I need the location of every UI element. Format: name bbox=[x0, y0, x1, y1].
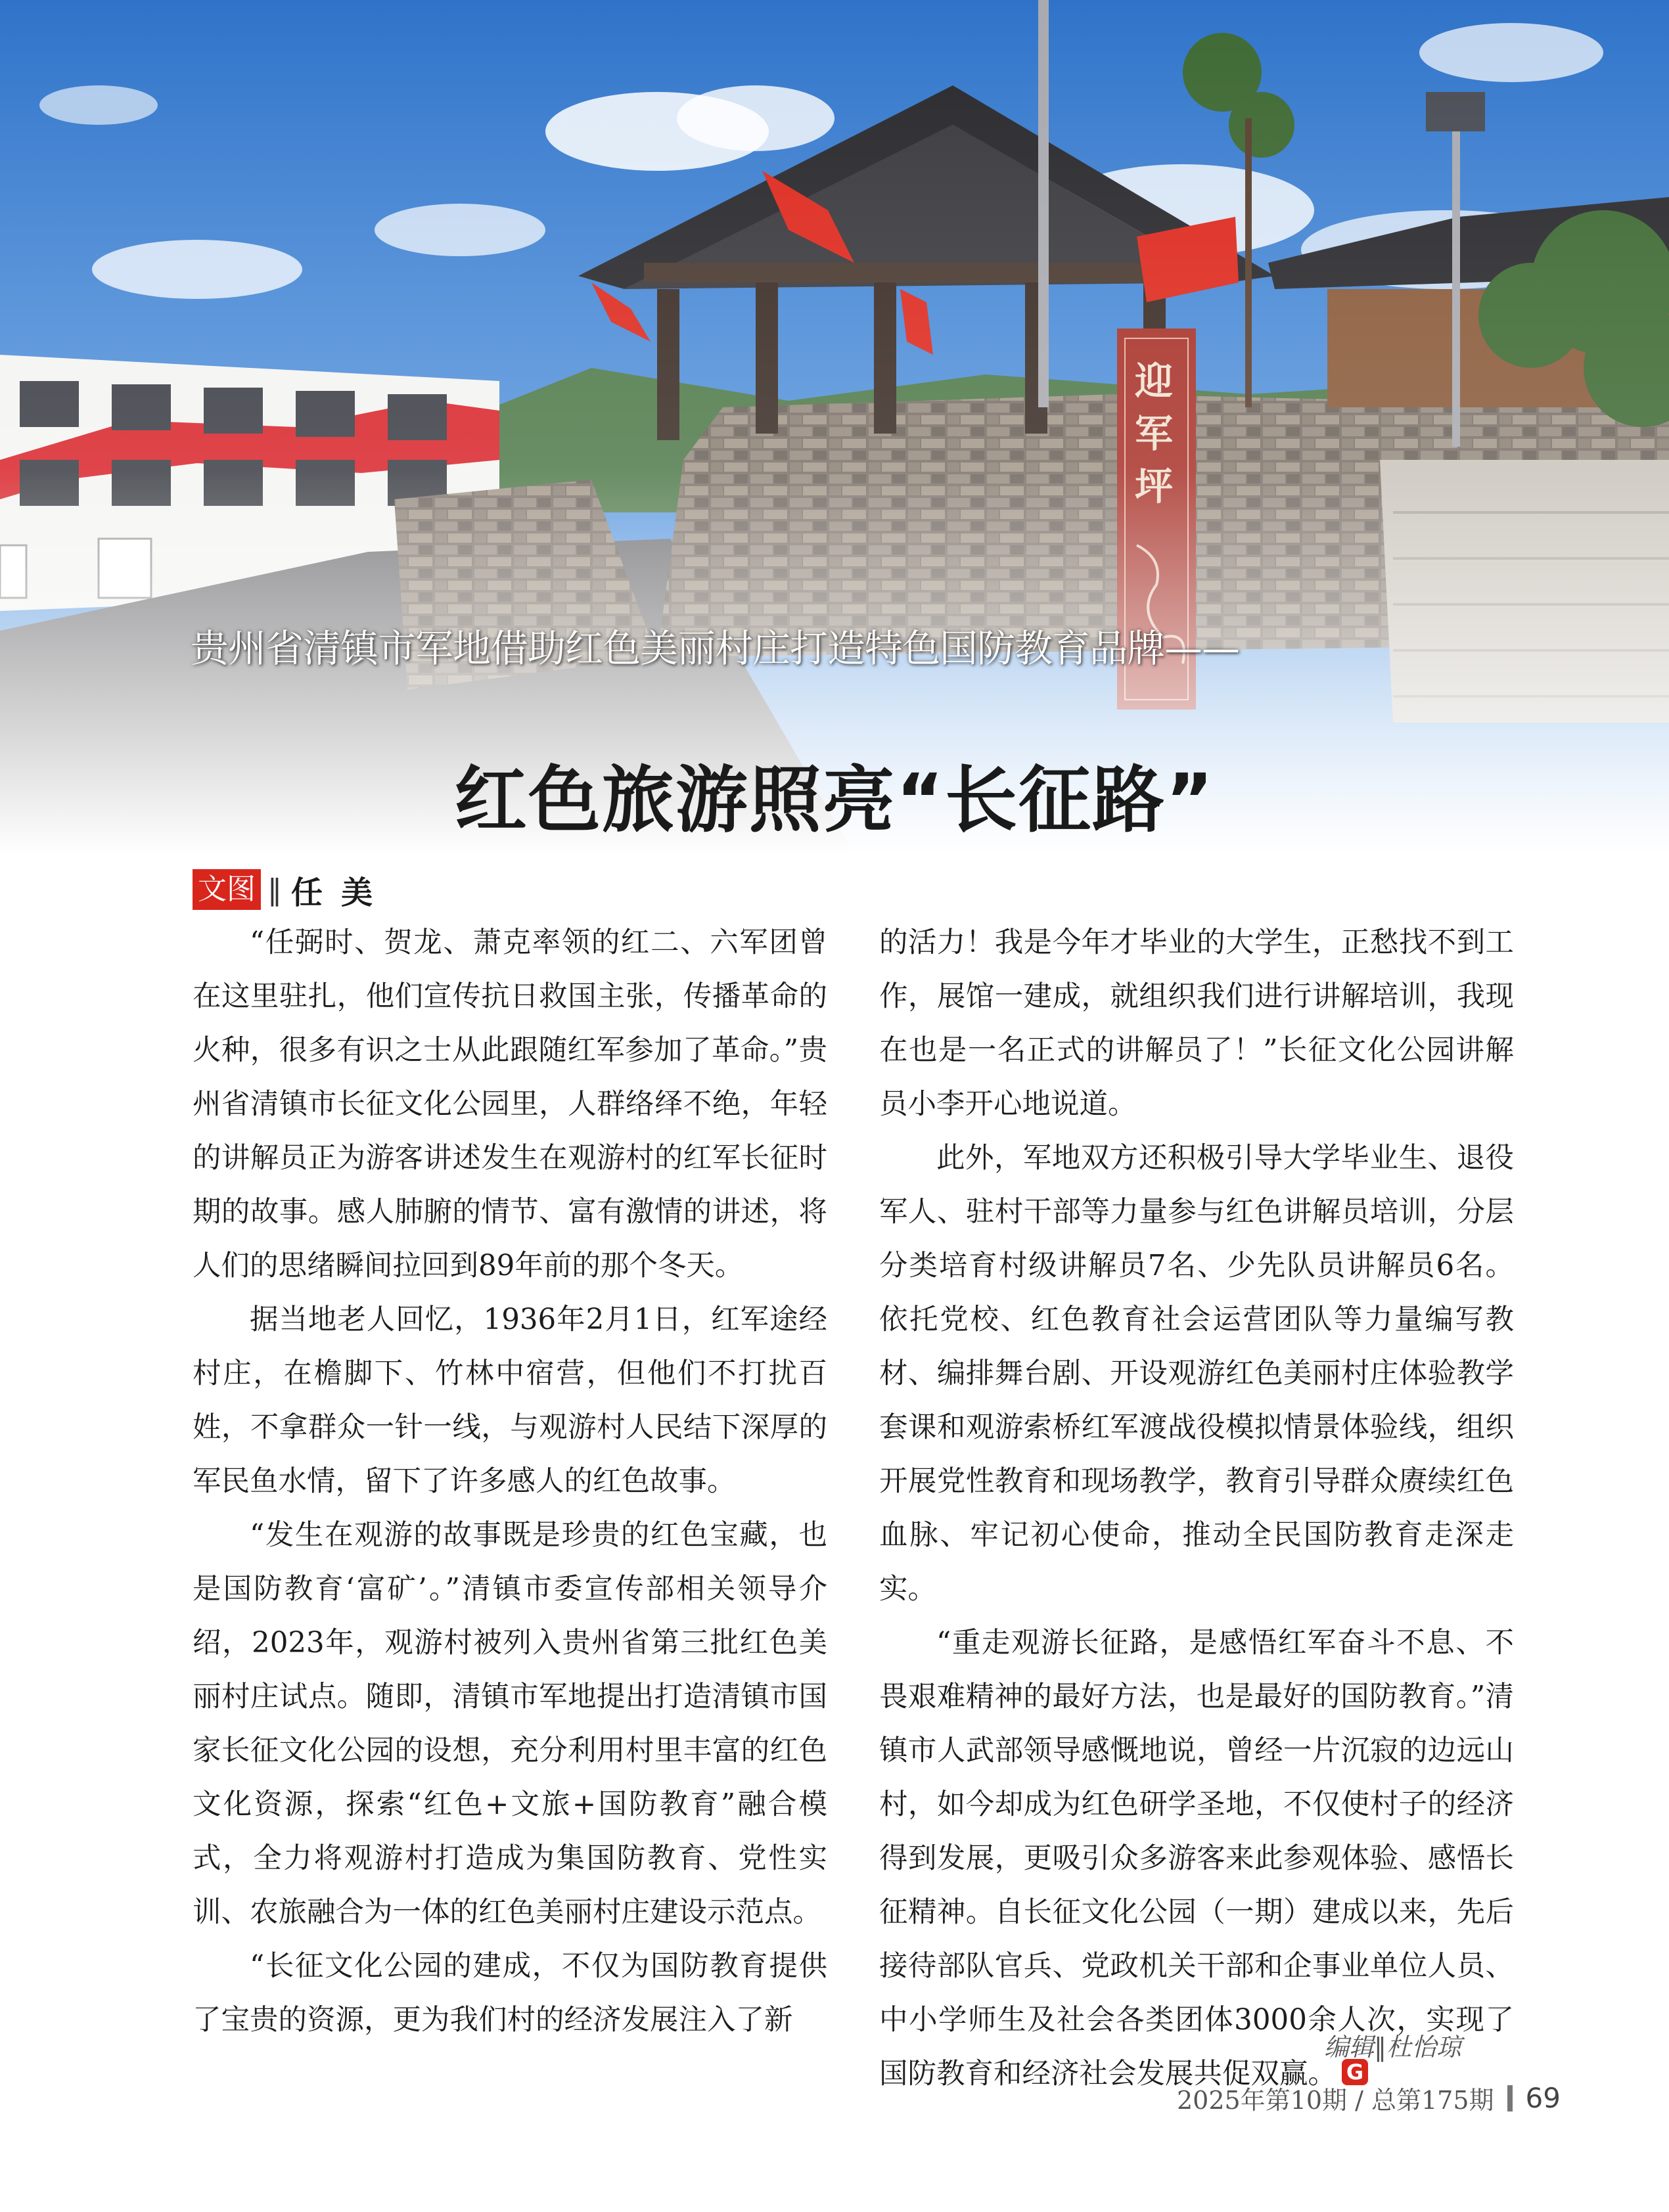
article-column-left bbox=[193, 916, 827, 2047]
article-subtitle: 贵州省清镇市军地借助红色美丽村庄打造特色国防教育品牌—— bbox=[191, 626, 1240, 671]
paragraph: “任弼时、贺龙、萧克率领的红二、六军团曾在这里驻扎，他们宣传抗日救国主张，传播革命的火种，很多有识之士从此跟随红军参加了革命。”贵州省清镇市长征文化公园里，人群络绎不绝，年轻的讲解员正为游客讲述发生在观游村的红军长征时期的故事。感人肺腑的情节、富有激情的讲述，将人们的思绪瞬间拉回到89年前的那个冬天。 bbox=[193, 926, 827, 1282]
editor-credit: 编辑‖杜怡琼 bbox=[1324, 2033, 1462, 2062]
paragraph: 此外，军地双方还积极引导大学毕业生、退役军人、驻村干部等力量参与红色讲解员培训，分层分类培育村级讲解员7名、少先队员讲解员6名。依托党校、红色教育社会运营团队等力量编写教材、编排舞台剧、开设观游红色美丽村庄体验教学套课和观游索桥红军渡战役模拟情景体验线，组织开展党性教育和现场教学，教育引导群众赓续红色血脉、牢记初心使命，推动全民国防教育走深走实。 bbox=[879, 1142, 1514, 1606]
hero-photo bbox=[0, 0, 1669, 854]
article-column-right bbox=[879, 916, 1514, 2101]
author-name: 任美 bbox=[291, 874, 392, 911]
paragraph: 的活力！我是今年才毕业的大学生，正愁找不到工作，展馆一建成，就组织我们进行讲解培训，我现在也是一名正式的讲解员了！”长征文化公园讲解员小李开心地说道。 bbox=[879, 926, 1514, 1121]
paragraph-last-text: “重走观游长征路，是感悟红军奋斗不息、不畏艰难精神的最好方法，也是最好的国防教育。”清镇市人武部领导感慨地说，曾经一片沉寂的边远山村，如今却成为红色研学圣地，不仅使村子的经济得到发展，更吸引众多游客来此参观体验、感悟长征精神。自长征文化公园（一期）建成以来，先后接待部队官兵、党政机关干部和企事业单位人员、中小学师生及社会各类团体3000余人次，实现了国防教育和经济社会发展共促双赢。 bbox=[879, 1627, 1514, 2090]
byline bbox=[193, 869, 391, 911]
end-mark-icon: G bbox=[1342, 2059, 1368, 2085]
hero-photo-illustration bbox=[0, 0, 1669, 854]
sign-text: 迎军坪 bbox=[1134, 359, 1173, 508]
byline-tag: 文图 bbox=[193, 869, 261, 910]
paragraph: “长征文化公园的建成，不仅为国防教育提供了宝贵的资源，更为我们村的经济发展注入了新 bbox=[193, 1950, 827, 2037]
byline-separator: ‖ bbox=[267, 872, 282, 907]
footer-divider bbox=[1507, 2085, 1513, 2111]
article-title: 红色旅游照亮“长征路” bbox=[454, 758, 1215, 842]
paragraph: “发生在观游的故事既是珍贵的红色宝藏，也是国防教育‘富矿’。”清镇市委宣传部相关领导介绍，2023年，观游村被列入贵州省第三批红色美丽村庄试点。随即，清镇市军地提出打造清镇市国家长征文化公园的设想，充分利用村里丰富的红色文化资源，探索“红色+文旅+国防教育”融合模式，全力将观游村打造成为集国防教育、党性实训、农旅融合为一体的红色美丽村庄建设示范点。 bbox=[193, 1519, 827, 1929]
issue-info: 2025年第10期 / 总第175期 bbox=[1176, 2086, 1494, 2115]
paragraph: 据当地老人回忆，1936年2月1日，红军途经村庄，在檐脚下、竹林中宿营，但他们不打扰百姓，不拿群众一针一线，与观游村人民结下深厚的军民鱼水情，留下了许多感人的红色故事。 bbox=[193, 1303, 827, 1498]
page-footer bbox=[1177, 2080, 1561, 2116]
page-number: 69 bbox=[1525, 2082, 1561, 2114]
